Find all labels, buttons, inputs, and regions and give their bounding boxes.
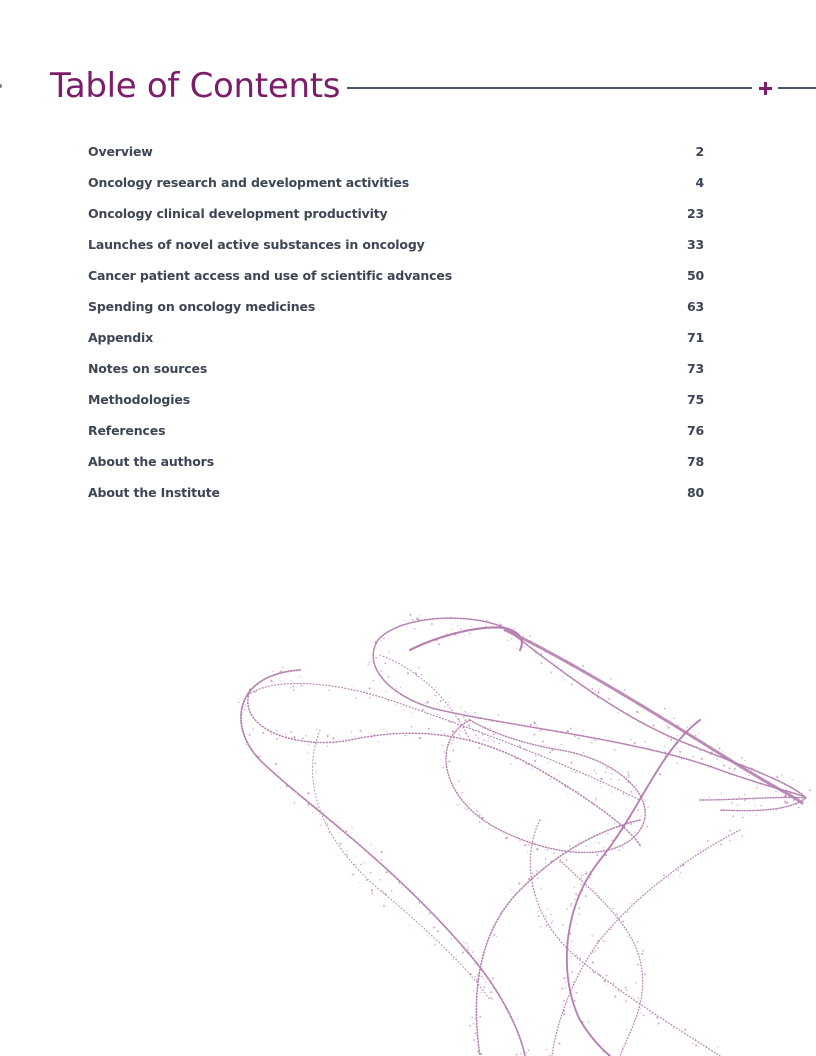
toc-label: Appendix — [88, 330, 154, 345]
toc-page-number: 80 — [687, 485, 704, 500]
toc-page-number: 78 — [687, 454, 704, 469]
toc-label: Notes on sources — [88, 361, 208, 376]
toc-label: Methodologies — [88, 392, 190, 407]
toc-page-number: 4 — [695, 175, 704, 190]
toc-label: Oncology research and development activities — [88, 175, 410, 190]
title-rule-tail — [778, 87, 816, 89]
toc-page-number: 71 — [687, 330, 704, 345]
title-rule — [347, 87, 752, 89]
toc-page-number: 2 — [695, 144, 704, 159]
toc-item-about-institute[interactable] — [88, 477, 704, 508]
toc-page-number: 23 — [687, 206, 704, 221]
toc-item-appendix[interactable] — [88, 322, 704, 353]
toc-label: Launches of novel active substances in oncology — [88, 237, 425, 252]
decorative-swirl-art — [0, 560, 816, 1056]
toc-label: About the authors — [88, 454, 214, 469]
toc-item-about-authors[interactable] — [88, 446, 704, 477]
toc-label: Overview — [88, 144, 153, 159]
toc-item-rd-activities[interactable] — [88, 167, 704, 198]
toc-item-notes-on-sources[interactable] — [88, 353, 704, 384]
toc-label: Oncology clinical development productivity — [88, 206, 388, 221]
toc-label: About the Institute — [88, 485, 220, 500]
toc-page-number: 50 — [687, 268, 704, 283]
toc-label: Spending on oncology medicines — [88, 299, 316, 314]
toc-label: Cancer patient access and use of scientific advances — [88, 268, 453, 283]
toc-page-number: 33 — [687, 237, 704, 252]
edge-marker-dot — [0, 84, 2, 88]
toc-page-number: 75 — [687, 392, 704, 407]
toc-item-spending[interactable] — [88, 291, 704, 322]
toc-item-clinical-productivity[interactable] — [88, 198, 704, 229]
toc-page-number: 76 — [687, 423, 704, 438]
toc-item-launches[interactable] — [88, 229, 704, 260]
toc-page-number: 73 — [687, 361, 704, 376]
toc-item-methodologies[interactable] — [88, 384, 704, 415]
page-title: Table of Contents — [50, 66, 341, 106]
toc-list — [88, 136, 704, 508]
toc-label: References — [88, 423, 166, 438]
toc-item-patient-access[interactable] — [88, 260, 704, 291]
toc-item-references[interactable] — [88, 415, 704, 446]
toc-page-number: 63 — [687, 299, 704, 314]
toc-item-overview[interactable] — [88, 136, 704, 167]
plus-icon — [758, 81, 772, 95]
